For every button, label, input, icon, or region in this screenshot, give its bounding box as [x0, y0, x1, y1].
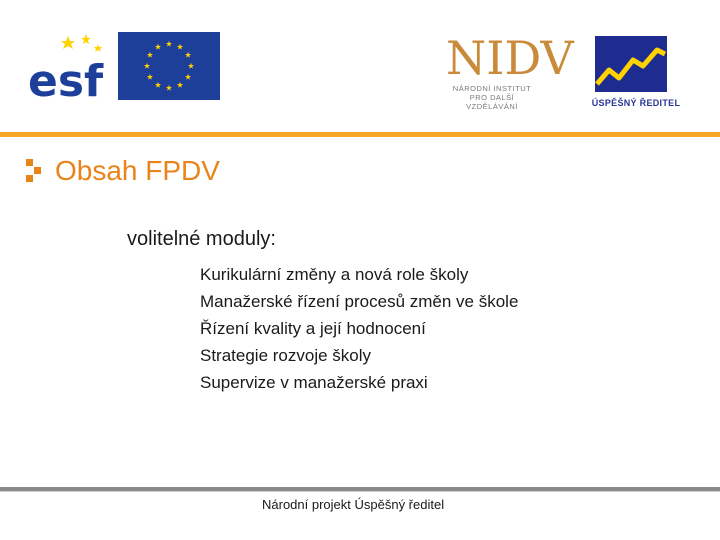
list-item: Strategie rozvoje školy	[200, 346, 372, 365]
header-divider	[0, 132, 720, 137]
nidv-logo-mark: NIDV	[446, 31, 574, 85]
footer-divider-shadow	[0, 491, 720, 492]
footer-text: Národní projekt Úspěšný ředitel	[262, 497, 445, 512]
nidv-line-2: PRO DALŠÍ	[469, 93, 515, 102]
logo-bar	[0, 0, 720, 132]
nidv-line-3: VZDĚLÁVÁNÍ	[466, 102, 518, 111]
list-item: Kurikulární změny a nová role školy	[200, 265, 469, 284]
nidv-logo-text	[440, 84, 544, 111]
module-list	[200, 261, 518, 396]
list-item: Řízení kvality a její hodnocení	[200, 319, 426, 338]
nidv-line-1: NÁRODNÍ INSTITUT	[452, 84, 532, 93]
eu-flag-icon	[118, 32, 220, 100]
slide-title: Obsah FPDV	[55, 155, 220, 186]
list-item: Manažerské řízení procesů změn ve škole	[200, 292, 519, 311]
slide-subtitle: volitelné moduly:	[127, 228, 276, 250]
esf-logo	[28, 30, 112, 107]
title-bullet-icon	[24, 156, 46, 186]
esf-logo-text: esf	[28, 56, 104, 107]
uspesny-reditel-logo	[595, 36, 667, 92]
list-item: Supervize v manažerské praxi	[200, 373, 428, 392]
uspesny-reditel-logo-text: ÚSPĚŠNÝ ŘEDITEL	[591, 98, 681, 108]
